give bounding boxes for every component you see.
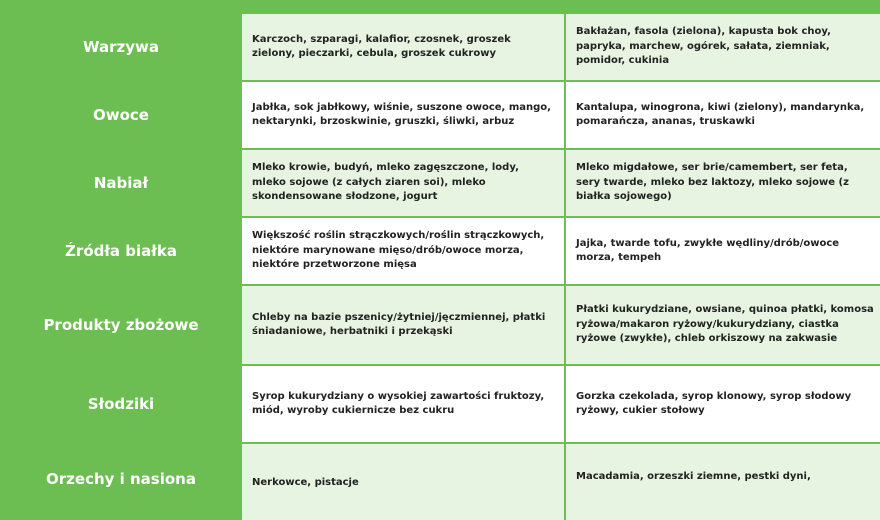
category-label: Nabiał xyxy=(93,174,149,192)
table-row xyxy=(0,150,880,216)
table-row xyxy=(0,82,880,148)
category-label: Owoce xyxy=(93,106,149,124)
category-label: Źródła białka xyxy=(65,242,177,260)
low-fodmap-cell: Kantalupa, winogrona, kiwi (zielony), mandarynka, pomarańcza, ananas, truskawki xyxy=(566,82,880,148)
low-fodmap-cell: Bakłażan, fasola (zielona), kapusta bok choy, papryka, marchew, ogórek, sałata, ziemniak, pomidor, cukinia xyxy=(566,14,880,80)
low-fodmap-cell: Gorzka czekolada, syrop klonowy, syrop słodowy ryżowy, cukier stołowy xyxy=(566,366,880,442)
low-fodmap-cell: Jajka, twarde tofu, zwykłe wędliny/drób/owoce morza, tempeh xyxy=(566,218,880,284)
table-row xyxy=(0,14,880,80)
high-fodmap-cell: Karczoch, szparagi, kalafior, czosnek, groszek zielony, pieczarki, cebula, groszek cukrowy xyxy=(242,14,566,80)
low-fodmap-cell: Macadamia, orzeszki ziemne, pestki dyni, xyxy=(566,444,880,520)
high-fodmap-cell: Nerkowce, pistacje xyxy=(242,444,566,520)
category-label: Słodziki xyxy=(87,395,155,413)
high-fodmap-cell: Chleby na bazie pszenicy/żytniej/jęczmiennej, płatki śniadaniowe, herbatniki i przekąski xyxy=(242,286,566,364)
high-fodmap-cell: Syrop kukurydziany o wysokiej zawartości fruktozy, miód, wyroby cukiernicze bez cukru xyxy=(242,366,566,442)
table-row xyxy=(0,444,880,520)
high-fodmap-cell: Mleko krowie, budyń, mleko zagęszczone, lody, mleko sojowe (z całych ziaren soi), mleko skondensowane słodzone, jogurt xyxy=(242,150,566,216)
high-fodmap-cell: Jabłka, sok jabłkowy, wiśnie, suszone owoce, mango, nektarynki, brzoskwinie, gruszki, śliwki, arbuz xyxy=(242,82,566,148)
table-row xyxy=(0,286,880,364)
table-row xyxy=(0,366,880,442)
category-label: Warzywa xyxy=(82,38,160,56)
low-fodmap-cell: Mleko migdałowe, ser brie/camembert, ser feta, sery twarde, mleko bez laktozy, mleko sojowe (z białka sojowego) xyxy=(566,150,880,216)
category-label: Produkty zbożowe xyxy=(43,316,199,334)
low-fodmap-cell: Płatki kukurydziane, owsiane, quinoa płatki, komosa ryżowa/makaron ryżowy/kukurydziany, ciastka ryżowe (zwykłe), chleb orkiszowy na zakwasie xyxy=(566,286,880,364)
table-row xyxy=(0,218,880,284)
category-label: Orzechy i nasiona xyxy=(46,470,196,488)
high-fodmap-cell: Większość roślin strączkowych/roślin strączkowych, niektóre marynowane mięso/drób/owoce morza, niektóre przetworzone mięsa xyxy=(242,218,566,284)
